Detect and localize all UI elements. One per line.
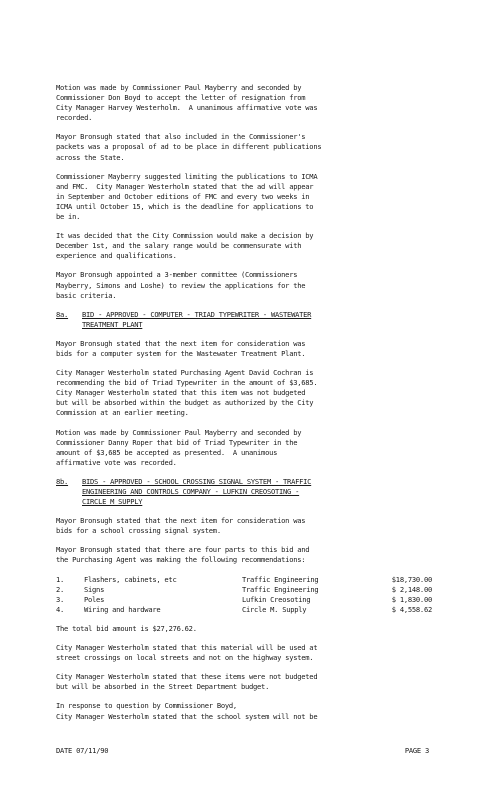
text-line: Mayor Bronsugh stated that the next item for consideration was xyxy=(56,516,306,526)
recommendation-amount: $ 4,558.62 xyxy=(391,604,432,614)
recommendation-item: Flashers, cabinets, etc xyxy=(84,574,177,584)
section-8b-number: 8b. xyxy=(56,476,69,486)
text-line: amount of $3,685 be accepted as presented. A unanimous xyxy=(56,447,278,457)
text-line: Commissioner Danny Roper that bid of Triad Typewriter in the xyxy=(56,437,298,447)
section-8b-heading xyxy=(56,477,432,507)
intro-paragraphs xyxy=(56,83,432,301)
paragraph xyxy=(56,545,432,565)
recommendation-vendor: Traffic Engineering xyxy=(242,584,319,594)
paragraph xyxy=(56,270,432,300)
recommendation-vendor: Lufkin Creosoting xyxy=(242,594,311,604)
text-line: Commissioner Mayberry suggested limiting the publications to ICMA xyxy=(56,171,318,181)
recommendation-n: 2. xyxy=(56,584,65,594)
text-line: experience and qualifications. xyxy=(56,251,177,261)
text-line: the Purchasing Agent was making the following recommendations: xyxy=(56,555,306,565)
heading-line: BIDS - APPROVED - SCHOOL CROSSING SIGNAL SYSTEM - TRAFFIC xyxy=(82,476,312,486)
text-line: bids for a school crossing signal system. xyxy=(56,526,221,536)
paragraph xyxy=(56,624,432,634)
recommendation-item: Wiring and hardware xyxy=(84,604,161,614)
text-line: City Manager Harvey Westerholm. A unanimous affirmative vote was xyxy=(56,103,318,113)
text-line: Mayor Bronsugh stated that also included in the Commissioner's xyxy=(56,132,306,142)
text-line: Mayor Bronsugh stated that there are four parts to this bid and xyxy=(56,545,310,555)
section-8a-number: 8a. xyxy=(56,309,69,319)
text-line: Motion was made by Commissioner Paul Mayberry and seconded by xyxy=(56,83,302,92)
recommendation-row xyxy=(56,585,432,595)
text-line: Mayor Bronsugh appointed a 3-member committee (Commissioners xyxy=(56,270,298,280)
text-line: and FMC. City Manager Westerholm stated that the ad will appear xyxy=(56,181,314,191)
page-footer xyxy=(56,746,429,756)
text-line: but will be absorbed in the Street Department budget. xyxy=(56,682,270,692)
text-line: December 1st, and the salary range would be commensurate with xyxy=(56,241,302,251)
recommendation-row xyxy=(56,575,432,585)
text-line: It was decided that the City Commission would make a decision by xyxy=(56,231,314,241)
text-line: packets was a proposal of ad to be place in different publications xyxy=(56,142,322,152)
text-line: City Manager Westerholm stated that these items were not budgeted xyxy=(56,672,318,682)
text-line: City Manager Westerholm stated that this material will be used at xyxy=(56,643,318,653)
paragraph xyxy=(56,172,432,222)
recommendation-item: Signs xyxy=(84,584,105,594)
recommendation-amount: $ 1,830.00 xyxy=(391,594,432,604)
paragraph xyxy=(56,672,432,692)
paragraph xyxy=(56,339,432,359)
paragraph xyxy=(56,701,432,721)
section-8b-body-before xyxy=(56,516,432,565)
text-line: City Manager Westerholm stated that this item was not budgeted xyxy=(56,388,306,398)
text-line: Commissioner Don Boyd to accept the letter of resignation from xyxy=(56,93,306,103)
section-8a-body xyxy=(56,339,432,468)
section-8a-heading xyxy=(56,310,432,330)
text-line: be in. xyxy=(56,212,81,222)
heading-line: BID - APPROVED - COMPUTER - TRIAD TYPEWRITER - WASTEWATER xyxy=(82,309,312,319)
text-line: City Manager Westerholm stated that the school system will not be xyxy=(56,711,318,721)
paragraph xyxy=(56,428,432,468)
footer-page-number: PAGE 3 xyxy=(404,746,429,755)
text-line: Motion was made by Commissioner Paul Mayberry and seconded by xyxy=(56,427,302,437)
heading-line: CIRCLE M SUPPLY xyxy=(82,497,143,507)
text-line: across the State. xyxy=(56,152,125,162)
recommendation-amount: $ 2,148.00 xyxy=(391,584,432,594)
text-line: recorded. xyxy=(56,113,93,123)
footer-date: DATE 07/11/90 xyxy=(56,746,109,755)
recommendations-table xyxy=(56,575,432,615)
text-line: in September and October editions of FMC and every two weeks in xyxy=(56,191,310,201)
text-line: but will be absorbed within the budget as authorized by the City xyxy=(56,398,314,408)
section-8b-title xyxy=(82,477,432,507)
document-page xyxy=(56,83,432,731)
paragraph xyxy=(56,83,432,123)
recommendation-vendor: Circle M. Supply xyxy=(242,604,307,614)
recommendation-n: 1. xyxy=(56,574,65,584)
recommendation-amount: $18,730.00 xyxy=(391,574,432,584)
recommendation-item: Poles xyxy=(84,594,105,604)
paragraph xyxy=(56,368,432,418)
paragraph xyxy=(56,132,432,162)
paragraph xyxy=(56,231,432,261)
recommendation-vendor: Traffic Engineering xyxy=(242,574,319,584)
text-line: City Manager Westerholm stated Purchasing Agent David Cochran is xyxy=(56,368,314,378)
text-line: basic criteria. xyxy=(56,290,117,300)
section-8b-body-after xyxy=(56,624,432,722)
text-line: In response to question by Commissioner Boyd, xyxy=(56,701,237,711)
recommendation-row xyxy=(56,595,432,605)
text-line: Commission at an earlier meeting. xyxy=(56,408,189,418)
section-8a-title xyxy=(82,310,432,330)
text-line: Mayor Bronsugh stated that the next item for consideration was xyxy=(56,338,306,348)
text-line: street crossings on local streets and not on the highway system. xyxy=(56,653,314,663)
text-line: bids for a computer system for the Wastewater Treatment Plant. xyxy=(56,348,306,358)
recommendation-n: 3. xyxy=(56,594,65,604)
text-line: recommending the bid of Triad Typewriter in the amount of $3,685. xyxy=(56,378,318,388)
paragraph xyxy=(56,643,432,663)
recommendation-row xyxy=(56,605,432,615)
text-line: Mayberry, Simons and Loshe) to review the applications for the xyxy=(56,280,306,290)
paragraph xyxy=(56,516,432,536)
heading-line: ENGINEERING AND CONTROLS COMPANY - LUFKIN CREOSOTING - xyxy=(82,487,300,496)
text-line: affirmative vote was recorded. xyxy=(56,457,177,467)
heading-line: TREATMENT PLANT xyxy=(82,319,143,329)
recommendation-n: 4. xyxy=(56,604,65,614)
text-line: ICMA until October 15, which is the deadline for applications to xyxy=(56,201,314,211)
text-line: The total bid amount is $27,276.62. xyxy=(56,623,197,633)
